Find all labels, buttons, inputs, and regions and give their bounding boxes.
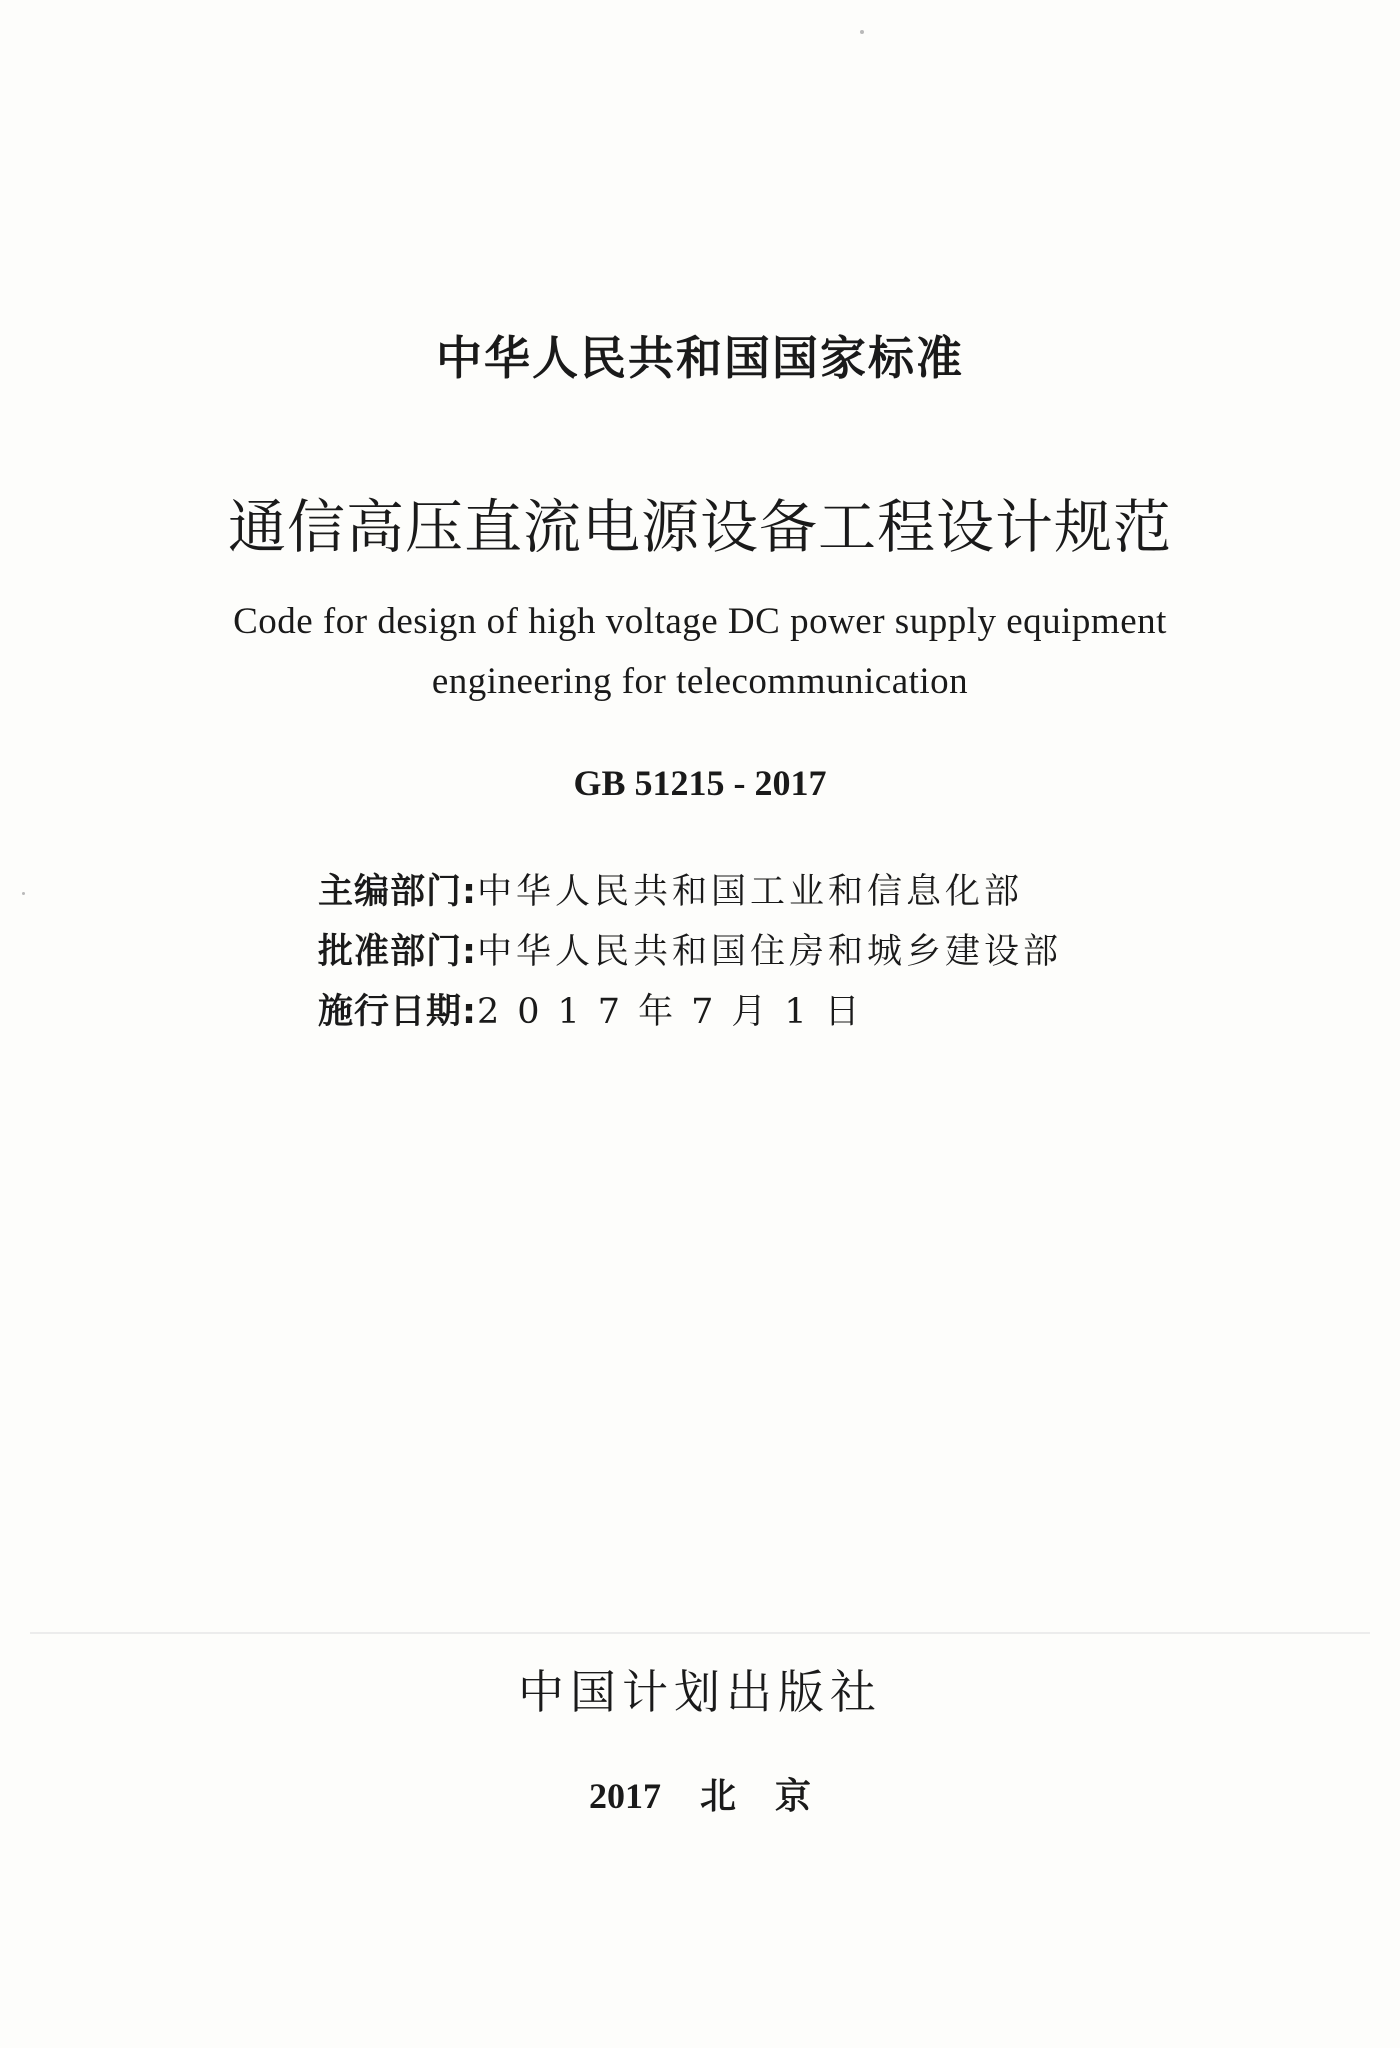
publisher-name: 中国计划出版社	[518, 1665, 882, 1719]
standard-code-number: GB 51215 - 2017	[573, 763, 827, 803]
info-value: 中华人民共和国住房和城乡建设部	[477, 932, 1063, 972]
document-title-en-line1: Code for design of high voltage DC power supply equipment	[233, 601, 1167, 642]
document-title-en-line2: engineering for telecommunication	[431, 661, 969, 702]
national-standard-heading: 中华人民共和国国家标准	[436, 331, 964, 385]
info-row-editor	[318, 862, 1062, 922]
info-label: 主编部门:	[318, 872, 477, 912]
document-title-zh: 通信高压直流电源设备工程设计规范	[227, 493, 1172, 561]
info-label: 施行日期:	[318, 992, 477, 1032]
scan-streak	[30, 1632, 1370, 1634]
publication-place-year: 2017 北 京	[588, 1776, 811, 1816]
info-value: 中华人民共和国工业和信息化部	[477, 872, 1024, 912]
info-row-effective-date	[318, 982, 1062, 1042]
info-value: 2017年7月1日	[477, 992, 878, 1032]
info-row-approver	[318, 922, 1062, 982]
info-label: 批准部门:	[318, 932, 477, 972]
scan-speck	[860, 30, 864, 34]
scan-speck	[22, 892, 25, 895]
info-block	[318, 862, 1062, 1042]
